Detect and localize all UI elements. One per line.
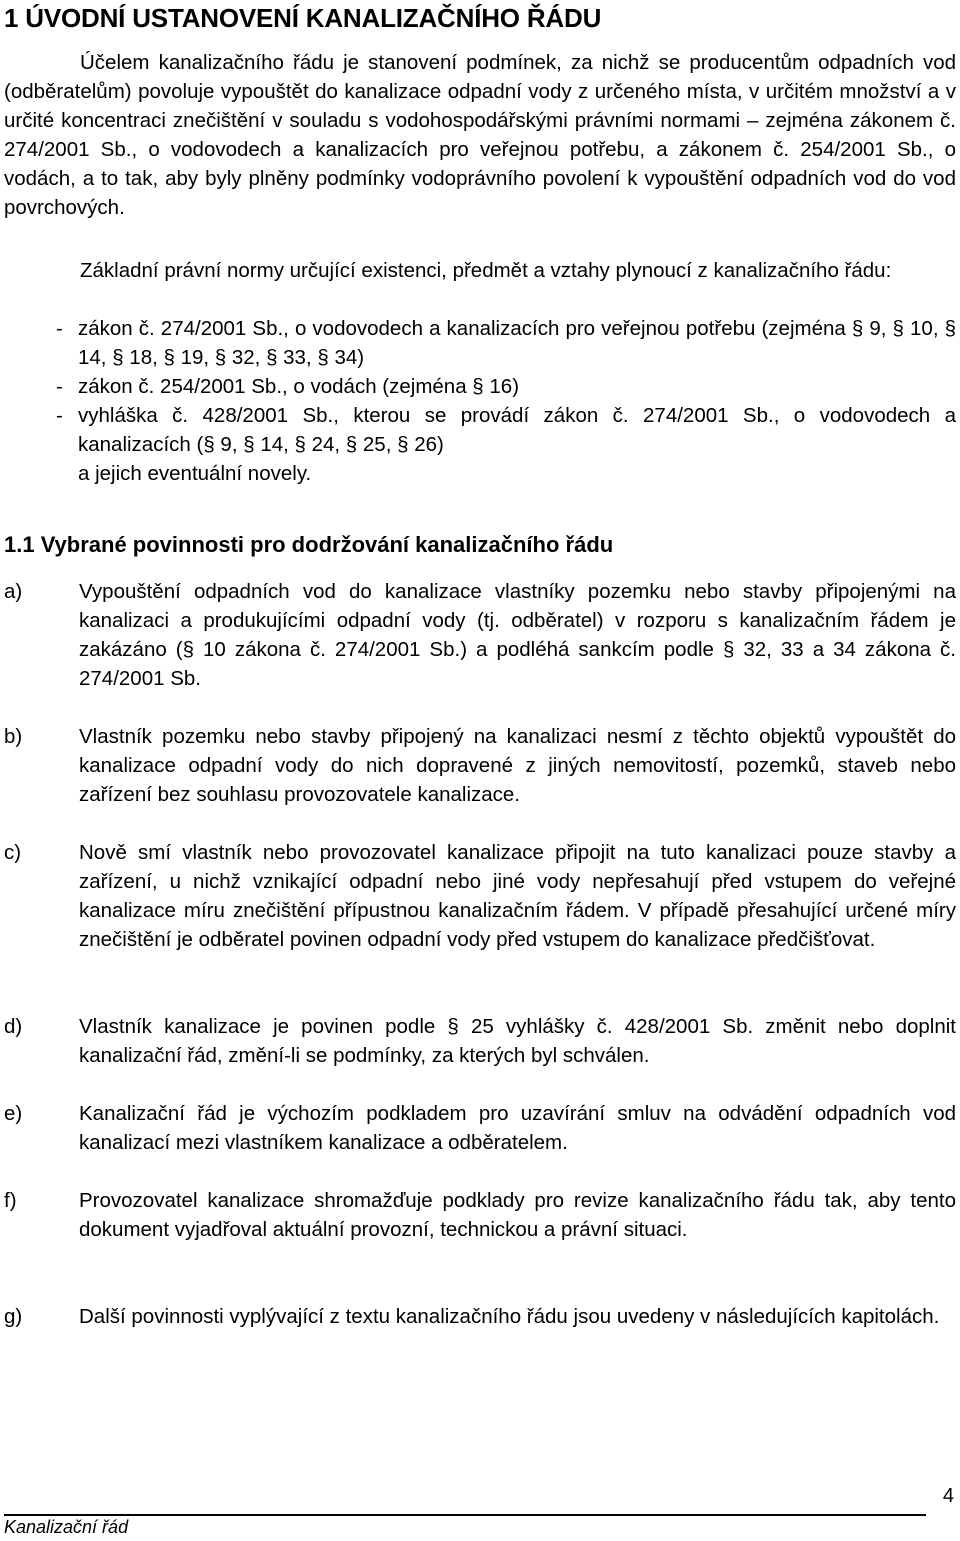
item-letter: d) <box>4 1015 23 1038</box>
item-letter: c) <box>4 841 22 864</box>
obligation-item-d <box>4 1012 956 1070</box>
item-letter: a) <box>4 580 23 603</box>
item-text: Vypouštění odpadních vod do kanalizace vlastníky pozemku nebo stavby připojenými na kanalizaci a produkujícími odpadní vody (tj. odběratel) v rozporu s kanalizačním řádem je zakázáno (§ 10 zákona č. 274/2001 Sb.) a podléhá sankcím podle § 32, 33 a 34 zákona č. 274/2001 Sb. <box>79 580 956 690</box>
item-text: Další povinnosti vyplývající z textu kanalizačního řádu jsou uvedeny v následujících kapitolách. <box>79 1305 940 1328</box>
obligation-item-f <box>4 1186 956 1244</box>
item-letter: g) <box>4 1305 23 1328</box>
section-heading: 1.1 Vybrané povinnosti pro dodržování kanalizačního řádu <box>4 532 614 557</box>
obligation-item-e <box>4 1099 956 1157</box>
item-letter: b) <box>4 725 23 748</box>
item-text: Nově smí vlastník nebo provozovatel kanalizace připojit na tuto kanalizaci pouze stavby a zařízení, u nichž vznikající odpadní nebo jiné vody nepřesahují před vstupem do veřejné kanalizace míru znečištění přípustnou kanalizačním řádem. V případě přesahující určené míry znečištění je odběratel povinen odpadní vody před vstupem do kanalizace předčišťovat. <box>79 841 956 951</box>
item-text: Vlastník pozemku nebo stavby připojený na kanalizaci nesmí z těchto objektů vypouštět do kanalizace odpadní vody do nich dopravené z jiných nemovitostí, pozemků, staveb nebo zařízení bez souhlasu provozovatele kanalizace. <box>79 725 956 806</box>
law-item: - zákon č. 254/2001 Sb., o vodách (zejména § 16) <box>56 372 956 401</box>
item-letter: f) <box>4 1189 17 1212</box>
item-text: Provozovatel kanalizace shromažďuje podklady pro revize kanalizačního řádu tak, aby tento dokument vyjadřoval aktuální provozní, technickou a právní situaci. <box>79 1189 956 1241</box>
page-number: 4 <box>942 1485 954 1507</box>
obligation-item-g <box>4 1302 956 1331</box>
obligation-item-c <box>4 838 956 954</box>
obligation-item-b <box>4 722 956 809</box>
item-text: Vlastník kanalizace je povinen podle § 25 vyhlášky č. 428/2001 Sb. změnit nebo doplnit kanalizační řád, změní-li se podmínky, za kterých byl schválen. <box>79 1015 956 1067</box>
item-text: Kanalizační řád je výchozím podkladem pro uzavírání smluv na odvádění odpadních vod kanalizací mezi vlastníkem kanalizace a odběratelem. <box>79 1102 956 1154</box>
footer-divider <box>4 1514 926 1516</box>
intro-paragraph: Účelem kanalizačního řádu je stanovení podmínek, za nichž se producentům odpadních vod (odběratelům) povoluje vypouštět do kanalizace odpadní vody z určeného místa, v určitém množství a v určité koncentraci znečištění v souladu s vodohospodářskými právními normami – zejména zákonem č. 274/2001 Sb., o vodovodech a kanalizacích pro veřejnou potřebu, a zákonem č. 254/2001 Sb., o vodách, a to tak, aby byly plněny podmínky vodoprávního povolení k vypouštění odpadních vod do vod povrchových. <box>4 51 956 219</box>
laws-closing: a jejich eventuální novely. <box>78 462 312 485</box>
law-item: - vyhláška č. 428/2001 Sb., kterou se provádí zákon č. 274/2001 Sb., o vodovodech a kanalizacích (§ 9, § 14, § 24, § 25, § 26) <box>56 401 956 459</box>
obligation-item-a <box>4 577 956 693</box>
item-letter: e) <box>4 1102 23 1125</box>
footer-title: Kanalizační řád <box>4 1517 129 1537</box>
law-item: - zákon č. 274/2001 Sb., o vodovodech a kanalizacích pro veřejnou potřebu (zejména § 9, § 10, § 14, § 18, § 19, § 32, § 33, § 34) <box>56 314 956 372</box>
norms-label: Základní právní normy určující existenci, předmět a vztahy plynoucí z kanalizačního řádu: <box>80 259 892 282</box>
laws-list <box>56 314 956 488</box>
chapter-heading: 1 ÚVODNÍ USTANOVENÍ KANALIZAČNÍHO ŘÁDU <box>4 3 602 33</box>
